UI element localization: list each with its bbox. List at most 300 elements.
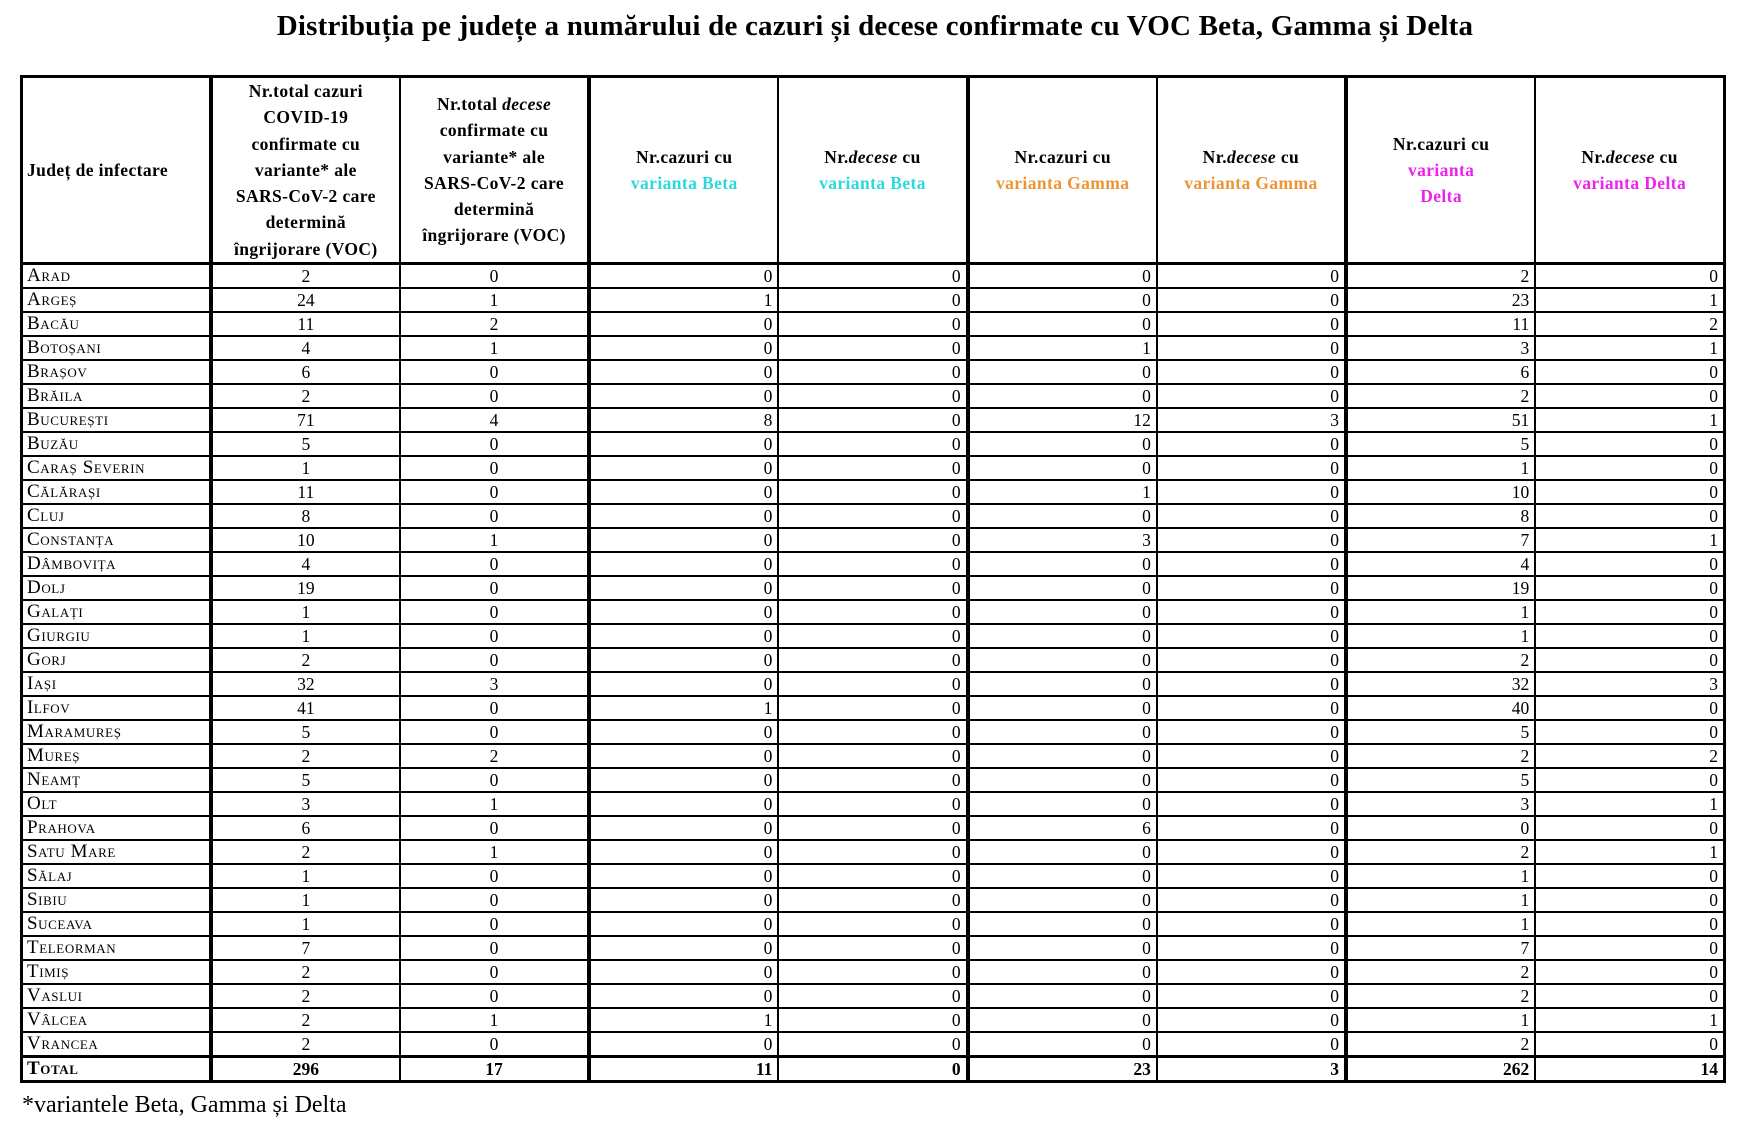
value-cell: 1	[968, 480, 1157, 504]
header-text: Nr.total	[436, 94, 503, 115]
header-text: Nr.	[1202, 146, 1228, 167]
total-label-cell: Total	[22, 1056, 211, 1081]
county-name-cell: Iași	[22, 672, 211, 696]
total-row	[22, 1056, 1725, 1081]
header-row	[22, 77, 1725, 264]
value-cell: 0	[1157, 288, 1346, 312]
value-cell: 51	[1346, 408, 1535, 432]
value-cell: 2	[1346, 263, 1535, 288]
value-cell: 0	[778, 840, 967, 864]
value-cell: 0	[778, 888, 967, 912]
value-cell: 0	[778, 432, 967, 456]
value-cell: 0	[778, 672, 967, 696]
value-cell: 1	[211, 624, 400, 648]
value-cell: 0	[589, 912, 778, 936]
table-row	[22, 552, 1725, 576]
value-cell: 0	[968, 840, 1157, 864]
value-cell: 0	[1535, 384, 1724, 408]
value-cell: 0	[1535, 552, 1724, 576]
county-name-cell: Vrancea	[22, 1032, 211, 1057]
value-cell: 1	[1535, 1008, 1724, 1032]
value-cell: 2	[211, 384, 400, 408]
value-cell: 0	[400, 816, 589, 840]
value-cell: 4	[211, 552, 400, 576]
value-cell: 0	[589, 1032, 778, 1057]
county-name-cell: Dolj	[22, 576, 211, 600]
value-cell: 0	[778, 480, 967, 504]
value-cell: 0	[1157, 984, 1346, 1008]
variant-label-delta: varianta Delta	[1573, 172, 1687, 193]
value-cell: 0	[968, 672, 1157, 696]
value-cell: 7	[1346, 936, 1535, 960]
value-cell: 0	[968, 360, 1157, 384]
value-cell: 0	[778, 624, 967, 648]
value-cell: 14	[1535, 1056, 1724, 1081]
table-row	[22, 263, 1725, 288]
value-cell: 71	[211, 408, 400, 432]
column-header-decese-delta	[1535, 77, 1724, 264]
value-cell: 0	[968, 1008, 1157, 1032]
value-cell: 2	[1346, 1032, 1535, 1057]
value-cell: 6	[211, 360, 400, 384]
value-cell: 1	[400, 288, 589, 312]
value-cell: 12	[968, 408, 1157, 432]
value-cell: 1	[1346, 600, 1535, 624]
value-cell: 0	[589, 456, 778, 480]
value-cell: 23	[968, 1056, 1157, 1081]
value-cell: 1	[1535, 840, 1724, 864]
value-cell: 0	[968, 912, 1157, 936]
value-cell: 0	[589, 432, 778, 456]
value-cell: 1	[400, 792, 589, 816]
value-cell: 3	[400, 672, 589, 696]
table-row	[22, 720, 1725, 744]
value-cell: 0	[1157, 912, 1346, 936]
variant-label-delta: varianta	[1407, 159, 1475, 180]
value-cell: 4	[400, 408, 589, 432]
county-name-cell: Galați	[22, 600, 211, 624]
county-name-cell: Călărași	[22, 480, 211, 504]
value-cell: 0	[778, 912, 967, 936]
value-cell: 5	[211, 432, 400, 456]
table-body	[22, 263, 1725, 1081]
county-name-cell: Prahova	[22, 816, 211, 840]
value-cell: 0	[968, 552, 1157, 576]
value-cell: 0	[778, 263, 967, 288]
table-row	[22, 912, 1725, 936]
value-cell: 0	[400, 768, 589, 792]
header-text: SARS-CoV-2 care	[235, 186, 376, 206]
table-row	[22, 504, 1725, 528]
header-text: decese	[1605, 146, 1655, 167]
county-name-cell: Suceava	[22, 912, 211, 936]
value-cell: 0	[1535, 600, 1724, 624]
footnote: *variantele Beta, Gamma și Delta	[22, 1091, 347, 1118]
header-text: Județ de infectare	[27, 159, 169, 180]
value-cell: 8	[1346, 504, 1535, 528]
value-cell: 0	[968, 696, 1157, 720]
value-cell: 6	[1346, 360, 1535, 384]
value-cell: 1	[968, 336, 1157, 360]
value-cell: 11	[211, 312, 400, 336]
table-row	[22, 456, 1725, 480]
value-cell: 0	[1535, 936, 1724, 960]
value-cell: 0	[1157, 936, 1346, 960]
county-name-cell: Sibiu	[22, 888, 211, 912]
county-name-cell: Vaslui	[22, 984, 211, 1008]
value-cell: 5	[211, 768, 400, 792]
value-cell: 0	[778, 552, 967, 576]
value-cell: 0	[778, 744, 967, 768]
county-name-cell: Caraș Severin	[22, 456, 211, 480]
value-cell: 0	[1157, 792, 1346, 816]
value-cell: 0	[1346, 816, 1535, 840]
table-row	[22, 840, 1725, 864]
value-cell: 0	[1535, 504, 1724, 528]
value-cell: 0	[1157, 744, 1346, 768]
table-row	[22, 960, 1725, 984]
value-cell: 1	[1346, 1008, 1535, 1032]
value-cell: 0	[1535, 456, 1724, 480]
value-cell: 8	[589, 408, 778, 432]
header-text: confirmate cu	[251, 133, 361, 154]
value-cell: 0	[778, 816, 967, 840]
value-cell: 0	[589, 672, 778, 696]
value-cell: 0	[778, 1008, 967, 1032]
column-header-decese-beta	[778, 77, 967, 264]
value-cell: 0	[1535, 1032, 1724, 1057]
value-cell: 0	[400, 480, 589, 504]
value-cell: 32	[1346, 672, 1535, 696]
value-cell: 0	[1157, 360, 1346, 384]
value-cell: 0	[778, 960, 967, 984]
header-text: determină	[453, 199, 535, 220]
value-cell: 0	[1535, 696, 1724, 720]
value-cell: 0	[400, 576, 589, 600]
value-cell: 0	[1535, 624, 1724, 648]
county-name-cell: Neamț	[22, 768, 211, 792]
value-cell: 0	[778, 792, 967, 816]
table-row	[22, 744, 1725, 768]
value-cell: 0	[968, 312, 1157, 336]
value-cell: 0	[589, 336, 778, 360]
table-row	[22, 696, 1725, 720]
value-cell: 7	[211, 936, 400, 960]
value-cell: 0	[968, 888, 1157, 912]
value-cell: 19	[211, 576, 400, 600]
table-row	[22, 648, 1725, 672]
value-cell: 0	[1535, 720, 1724, 744]
value-cell: 0	[968, 288, 1157, 312]
value-cell: 296	[211, 1056, 400, 1081]
value-cell: 1	[589, 1008, 778, 1032]
value-cell: 6	[968, 816, 1157, 840]
value-cell: 2	[400, 744, 589, 768]
value-cell: 0	[1157, 576, 1346, 600]
value-cell: 0	[589, 504, 778, 528]
value-cell: 0	[1157, 552, 1346, 576]
header-text: îngrijorare (VOC)	[422, 225, 566, 246]
value-cell: 0	[968, 792, 1157, 816]
value-cell: 0	[589, 792, 778, 816]
variant-label-beta: varianta Beta	[630, 172, 738, 193]
value-cell: 0	[778, 360, 967, 384]
value-cell: 2	[211, 263, 400, 288]
value-cell: 0	[968, 504, 1157, 528]
header-text: cu	[1654, 146, 1678, 167]
value-cell: 0	[1157, 263, 1346, 288]
value-cell: 3	[211, 792, 400, 816]
value-cell: 0	[589, 624, 778, 648]
value-cell: 0	[968, 1032, 1157, 1057]
value-cell: 3	[1346, 336, 1535, 360]
value-cell: 0	[589, 480, 778, 504]
county-name-cell: Olt	[22, 792, 211, 816]
county-name-cell: Dâmbovița	[22, 552, 211, 576]
header-text: decese	[502, 94, 552, 115]
value-cell: 1	[211, 456, 400, 480]
value-cell: 11	[1346, 312, 1535, 336]
value-cell: 0	[1157, 480, 1346, 504]
table-row	[22, 528, 1725, 552]
value-cell: 1	[400, 528, 589, 552]
value-cell: 0	[1157, 1008, 1346, 1032]
table-row	[22, 600, 1725, 624]
value-cell: 0	[968, 648, 1157, 672]
value-cell: 1	[1535, 288, 1724, 312]
value-cell: 2	[1346, 744, 1535, 768]
header-text: Nr.cazuri cu	[636, 146, 733, 167]
header-text: decese	[1227, 146, 1277, 167]
value-cell: 0	[968, 384, 1157, 408]
value-cell: 0	[778, 408, 967, 432]
value-cell: 0	[1157, 672, 1346, 696]
table-row	[22, 888, 1725, 912]
value-cell: 0	[1157, 864, 1346, 888]
value-cell: 0	[1157, 624, 1346, 648]
value-cell: 8	[211, 504, 400, 528]
value-cell: 1	[1535, 792, 1724, 816]
value-cell: 1	[400, 336, 589, 360]
value-cell: 0	[968, 576, 1157, 600]
value-cell: 19	[1346, 576, 1535, 600]
county-name-cell: Argeș	[22, 288, 211, 312]
county-name-cell: Bacău	[22, 312, 211, 336]
value-cell: 1	[211, 888, 400, 912]
value-cell: 0	[968, 456, 1157, 480]
table-row	[22, 384, 1725, 408]
table-row	[22, 312, 1725, 336]
value-cell: 0	[589, 263, 778, 288]
value-cell: 262	[1346, 1056, 1535, 1081]
value-cell: 32	[211, 672, 400, 696]
value-cell: 0	[589, 816, 778, 840]
value-cell: 0	[400, 720, 589, 744]
header-text: COVID-19	[263, 107, 349, 128]
value-cell: 0	[1535, 480, 1724, 504]
value-cell: 41	[211, 696, 400, 720]
header-text: cu	[1276, 146, 1300, 167]
value-cell: 1	[1535, 528, 1724, 552]
value-cell: 17	[400, 1056, 589, 1081]
value-cell: 0	[1157, 768, 1346, 792]
value-cell: 3	[1157, 408, 1346, 432]
value-cell: 1	[1346, 912, 1535, 936]
value-cell: 2	[211, 744, 400, 768]
table-row	[22, 480, 1725, 504]
column-header-cazuri-gamma	[968, 77, 1157, 264]
value-cell: 0	[778, 936, 967, 960]
column-header-total-decese-voc	[400, 77, 589, 264]
value-cell: 0	[400, 360, 589, 384]
header-text: Nr.total cazuri	[248, 81, 363, 101]
value-cell: 1	[1535, 408, 1724, 432]
header-text: îngrijorare (VOC)	[234, 238, 378, 259]
value-cell: 0	[589, 552, 778, 576]
value-cell: 0	[589, 528, 778, 552]
county-name-cell: Mureș	[22, 744, 211, 768]
value-cell: 0	[778, 864, 967, 888]
county-name-cell: Ilfov	[22, 696, 211, 720]
value-cell: 10	[1346, 480, 1535, 504]
value-cell: 0	[968, 600, 1157, 624]
value-cell: 0	[589, 888, 778, 912]
table-row	[22, 672, 1725, 696]
county-name-cell: Maramureș	[22, 720, 211, 744]
value-cell: 4	[211, 336, 400, 360]
value-cell: 1	[1346, 888, 1535, 912]
table-row	[22, 576, 1725, 600]
column-header-judet	[22, 77, 211, 264]
value-cell: 2	[1346, 960, 1535, 984]
value-cell: 0	[778, 600, 967, 624]
county-name-cell: Teleorman	[22, 936, 211, 960]
value-cell: 0	[400, 263, 589, 288]
value-cell: 0	[778, 528, 967, 552]
value-cell: 1	[211, 600, 400, 624]
value-cell: 0	[400, 912, 589, 936]
variant-label-beta: varianta Beta	[819, 172, 926, 193]
value-cell: 0	[400, 552, 589, 576]
value-cell: 0	[778, 648, 967, 672]
header-text: confirmate cu	[439, 120, 549, 141]
value-cell: 2	[1346, 384, 1535, 408]
value-cell: 2	[211, 1032, 400, 1057]
value-cell: 0	[1157, 384, 1346, 408]
value-cell: 0	[400, 888, 589, 912]
value-cell: 3	[1157, 1056, 1346, 1081]
county-name-cell: Brăila	[22, 384, 211, 408]
value-cell: 0	[400, 1032, 589, 1057]
value-cell: 3	[968, 528, 1157, 552]
value-cell: 0	[400, 600, 589, 624]
table-row	[22, 816, 1725, 840]
value-cell: 0	[400, 984, 589, 1008]
value-cell: 2	[1346, 648, 1535, 672]
value-cell: 0	[589, 384, 778, 408]
value-cell: 0	[1535, 648, 1724, 672]
value-cell: 0	[1535, 360, 1724, 384]
value-cell: 2	[1535, 312, 1724, 336]
value-cell: 0	[1157, 504, 1346, 528]
page-title: Distribuția pe județe a numărului de cazuri și decese confirmate cu VOC Beta, Gamma și Delta	[276, 10, 1474, 42]
value-cell: 0	[778, 720, 967, 744]
value-cell: 2	[211, 1008, 400, 1032]
table-header	[22, 77, 1725, 264]
county-name-cell: Vâlcea	[22, 1008, 211, 1032]
value-cell: 1	[1346, 864, 1535, 888]
table-row	[22, 432, 1725, 456]
value-cell: 3	[1535, 672, 1724, 696]
value-cell: 0	[968, 768, 1157, 792]
header-text: SARS-CoV-2 care	[424, 172, 565, 193]
value-cell: 0	[968, 960, 1157, 984]
value-cell: 0	[1157, 312, 1346, 336]
value-cell: 10	[211, 528, 400, 552]
value-cell: 1	[400, 1008, 589, 1032]
value-cell: 0	[589, 984, 778, 1008]
value-cell: 0	[1535, 960, 1724, 984]
value-cell: 0	[1157, 456, 1346, 480]
value-cell: 0	[778, 288, 967, 312]
value-cell: 0	[400, 456, 589, 480]
county-name-cell: Botoșani	[22, 336, 211, 360]
value-cell: 2	[1346, 984, 1535, 1008]
table-row	[22, 288, 1725, 312]
variant-label-delta: Delta	[1420, 186, 1463, 206]
table-row	[22, 864, 1725, 888]
value-cell: 0	[1535, 864, 1724, 888]
value-cell: 4	[1346, 552, 1535, 576]
table-row	[22, 408, 1725, 432]
value-cell: 0	[589, 768, 778, 792]
value-cell: 3	[1346, 792, 1535, 816]
value-cell: 0	[1157, 1032, 1346, 1057]
value-cell: 0	[1157, 528, 1346, 552]
value-cell: 0	[778, 984, 967, 1008]
value-cell: 2	[1346, 840, 1535, 864]
value-cell: 5	[211, 720, 400, 744]
value-cell: 1	[211, 864, 400, 888]
value-cell: 2	[211, 960, 400, 984]
header-text: Nr.	[824, 146, 849, 167]
value-cell: 0	[778, 504, 967, 528]
county-name-cell: București	[22, 408, 211, 432]
county-name-cell: Cluj	[22, 504, 211, 528]
value-cell: 0	[778, 576, 967, 600]
value-cell: 0	[400, 864, 589, 888]
value-cell: 0	[1157, 840, 1346, 864]
county-name-cell: Satu Mare	[22, 840, 211, 864]
value-cell: 0	[589, 840, 778, 864]
value-cell: 0	[1535, 984, 1724, 1008]
value-cell: 0	[1157, 336, 1346, 360]
value-cell: 0	[589, 360, 778, 384]
header-text: variante* ale	[254, 159, 357, 180]
voc-distribution-table	[20, 75, 1726, 1083]
value-cell: 0	[1157, 960, 1346, 984]
value-cell: 0	[1535, 888, 1724, 912]
value-cell: 2	[211, 840, 400, 864]
value-cell: 2	[211, 648, 400, 672]
table-row	[22, 984, 1725, 1008]
value-cell: 0	[1535, 263, 1724, 288]
value-cell: 0	[589, 720, 778, 744]
column-header-cazuri-beta	[589, 77, 778, 264]
value-cell: 0	[400, 648, 589, 672]
value-cell: 7	[1346, 528, 1535, 552]
value-cell: 40	[1346, 696, 1535, 720]
